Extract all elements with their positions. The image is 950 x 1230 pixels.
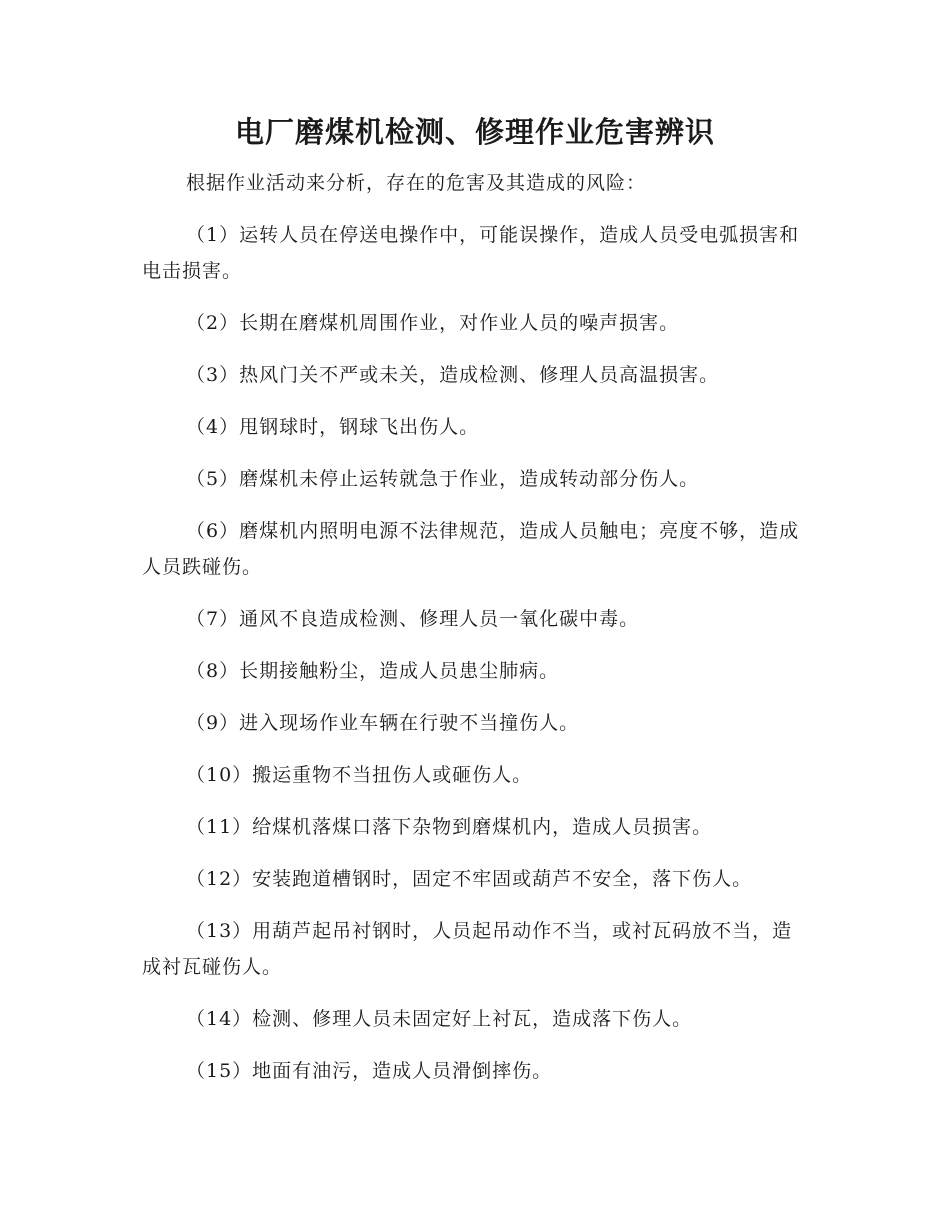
hazard-item-7: （7）通风不良造成检测、修理人员一氧化碳中毒。 (186, 608, 640, 630)
document-title: 电厂磨煤机检测、修理作业危害辨识 (234, 115, 715, 149)
hazard-item-14: （14）检测、修理人员未固定好上衬瓦，造成落下伤人。 (186, 1008, 693, 1030)
hazard-item-13: （13）用葫芦起吊衬钢时，人员起吊动作不当，或衬瓦码放不当，造成衬瓦碰伤人。 (142, 920, 793, 978)
hazard-item-9: （9）进入现场作业车辆在行驶不当撞伤人。 (186, 712, 580, 734)
hazard-list (142, 217, 812, 1089)
hazard-item-1: （1）运转人员在停送电操作中，可能误操作，造成人员受电弧损害和电击损害。 (142, 224, 800, 282)
hazard-item-3: （3）热风门关不严或未关，造成检测、修理人员高温损害。 (186, 364, 720, 386)
hazard-item-2: （2）长期在磨煤机周围作业，对作业人员的噪声损害。 (186, 312, 680, 334)
hazard-item-11: （11）给煤机落煤口落下杂物到磨煤机内，造成人员损害。 (186, 816, 713, 838)
hazard-item-15: （15）地面有油污，造成人员滑倒摔伤。 (186, 1060, 553, 1082)
hazard-item-12: （12）安装跑道槽钢时，固定不牢固或葫芦不安全，落下伤人。 (186, 868, 753, 890)
intro-paragraph: 根据作业活动来分析，存在的危害及其造成的风险： (186, 172, 647, 194)
hazard-item-10: （10）搬运重物不当扭伤人或砸伤人。 (186, 764, 533, 786)
document-body (142, 165, 812, 1089)
hazard-item-6: （6）磨煤机内照明电源不法律规范，造成人员触电；亮度不够，造成人员跌碰伤。 (142, 520, 800, 578)
hazard-item-8: （8）长期接触粉尘，造成人员患尘肺病。 (186, 660, 560, 682)
hazard-item-4: （4）甩钢球时，钢球飞出伤人。 (186, 416, 480, 438)
hazard-item-5: （5）磨煤机未停止运转就急于作业，造成转动部分伤人。 (186, 468, 700, 490)
